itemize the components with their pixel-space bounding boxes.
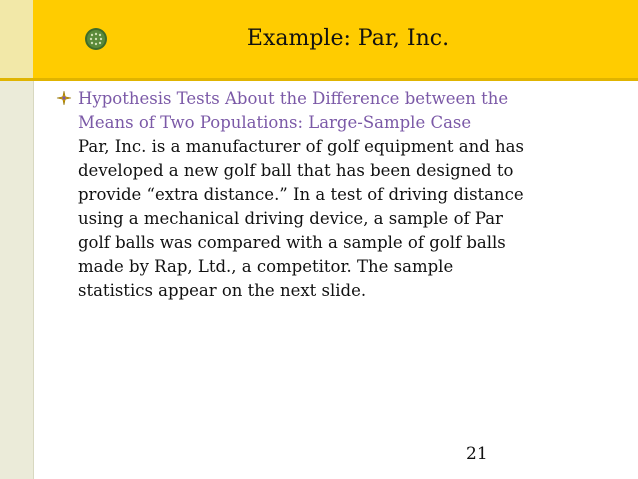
bullet-text [78,87,618,303]
paragraph-line: developed a new golf ball that has been designed to [78,161,514,180]
golf-ball-logo-icon [84,27,108,51]
paragraph-line: using a mechanical driving device, a sample of Par [78,209,503,228]
heading-line: Hypothesis Tests About the Difference between the [78,89,509,108]
sparkle-bullet-icon [56,90,72,106]
paragraph-line: Par, Inc. is a manufacturer of golf equipment and has [78,137,524,156]
title-band-edge [0,78,638,81]
slide-title: Example: Par, Inc. [246,26,450,51]
heading-line: Means of Two Populations: Large-Sample Case [78,113,472,132]
paragraph-line: made by Rap, Ltd., a competitor. The sample [78,257,454,276]
paragraph-line: golf balls was compared with a sample of golf balls [78,233,506,252]
paragraph-line: provide “extra distance.” In a test of driving distance [78,185,524,204]
paragraph-line: statistics appear on the next slide. [78,281,367,300]
title-band-left-block [0,0,33,78]
page-number: 21 [466,444,488,464]
